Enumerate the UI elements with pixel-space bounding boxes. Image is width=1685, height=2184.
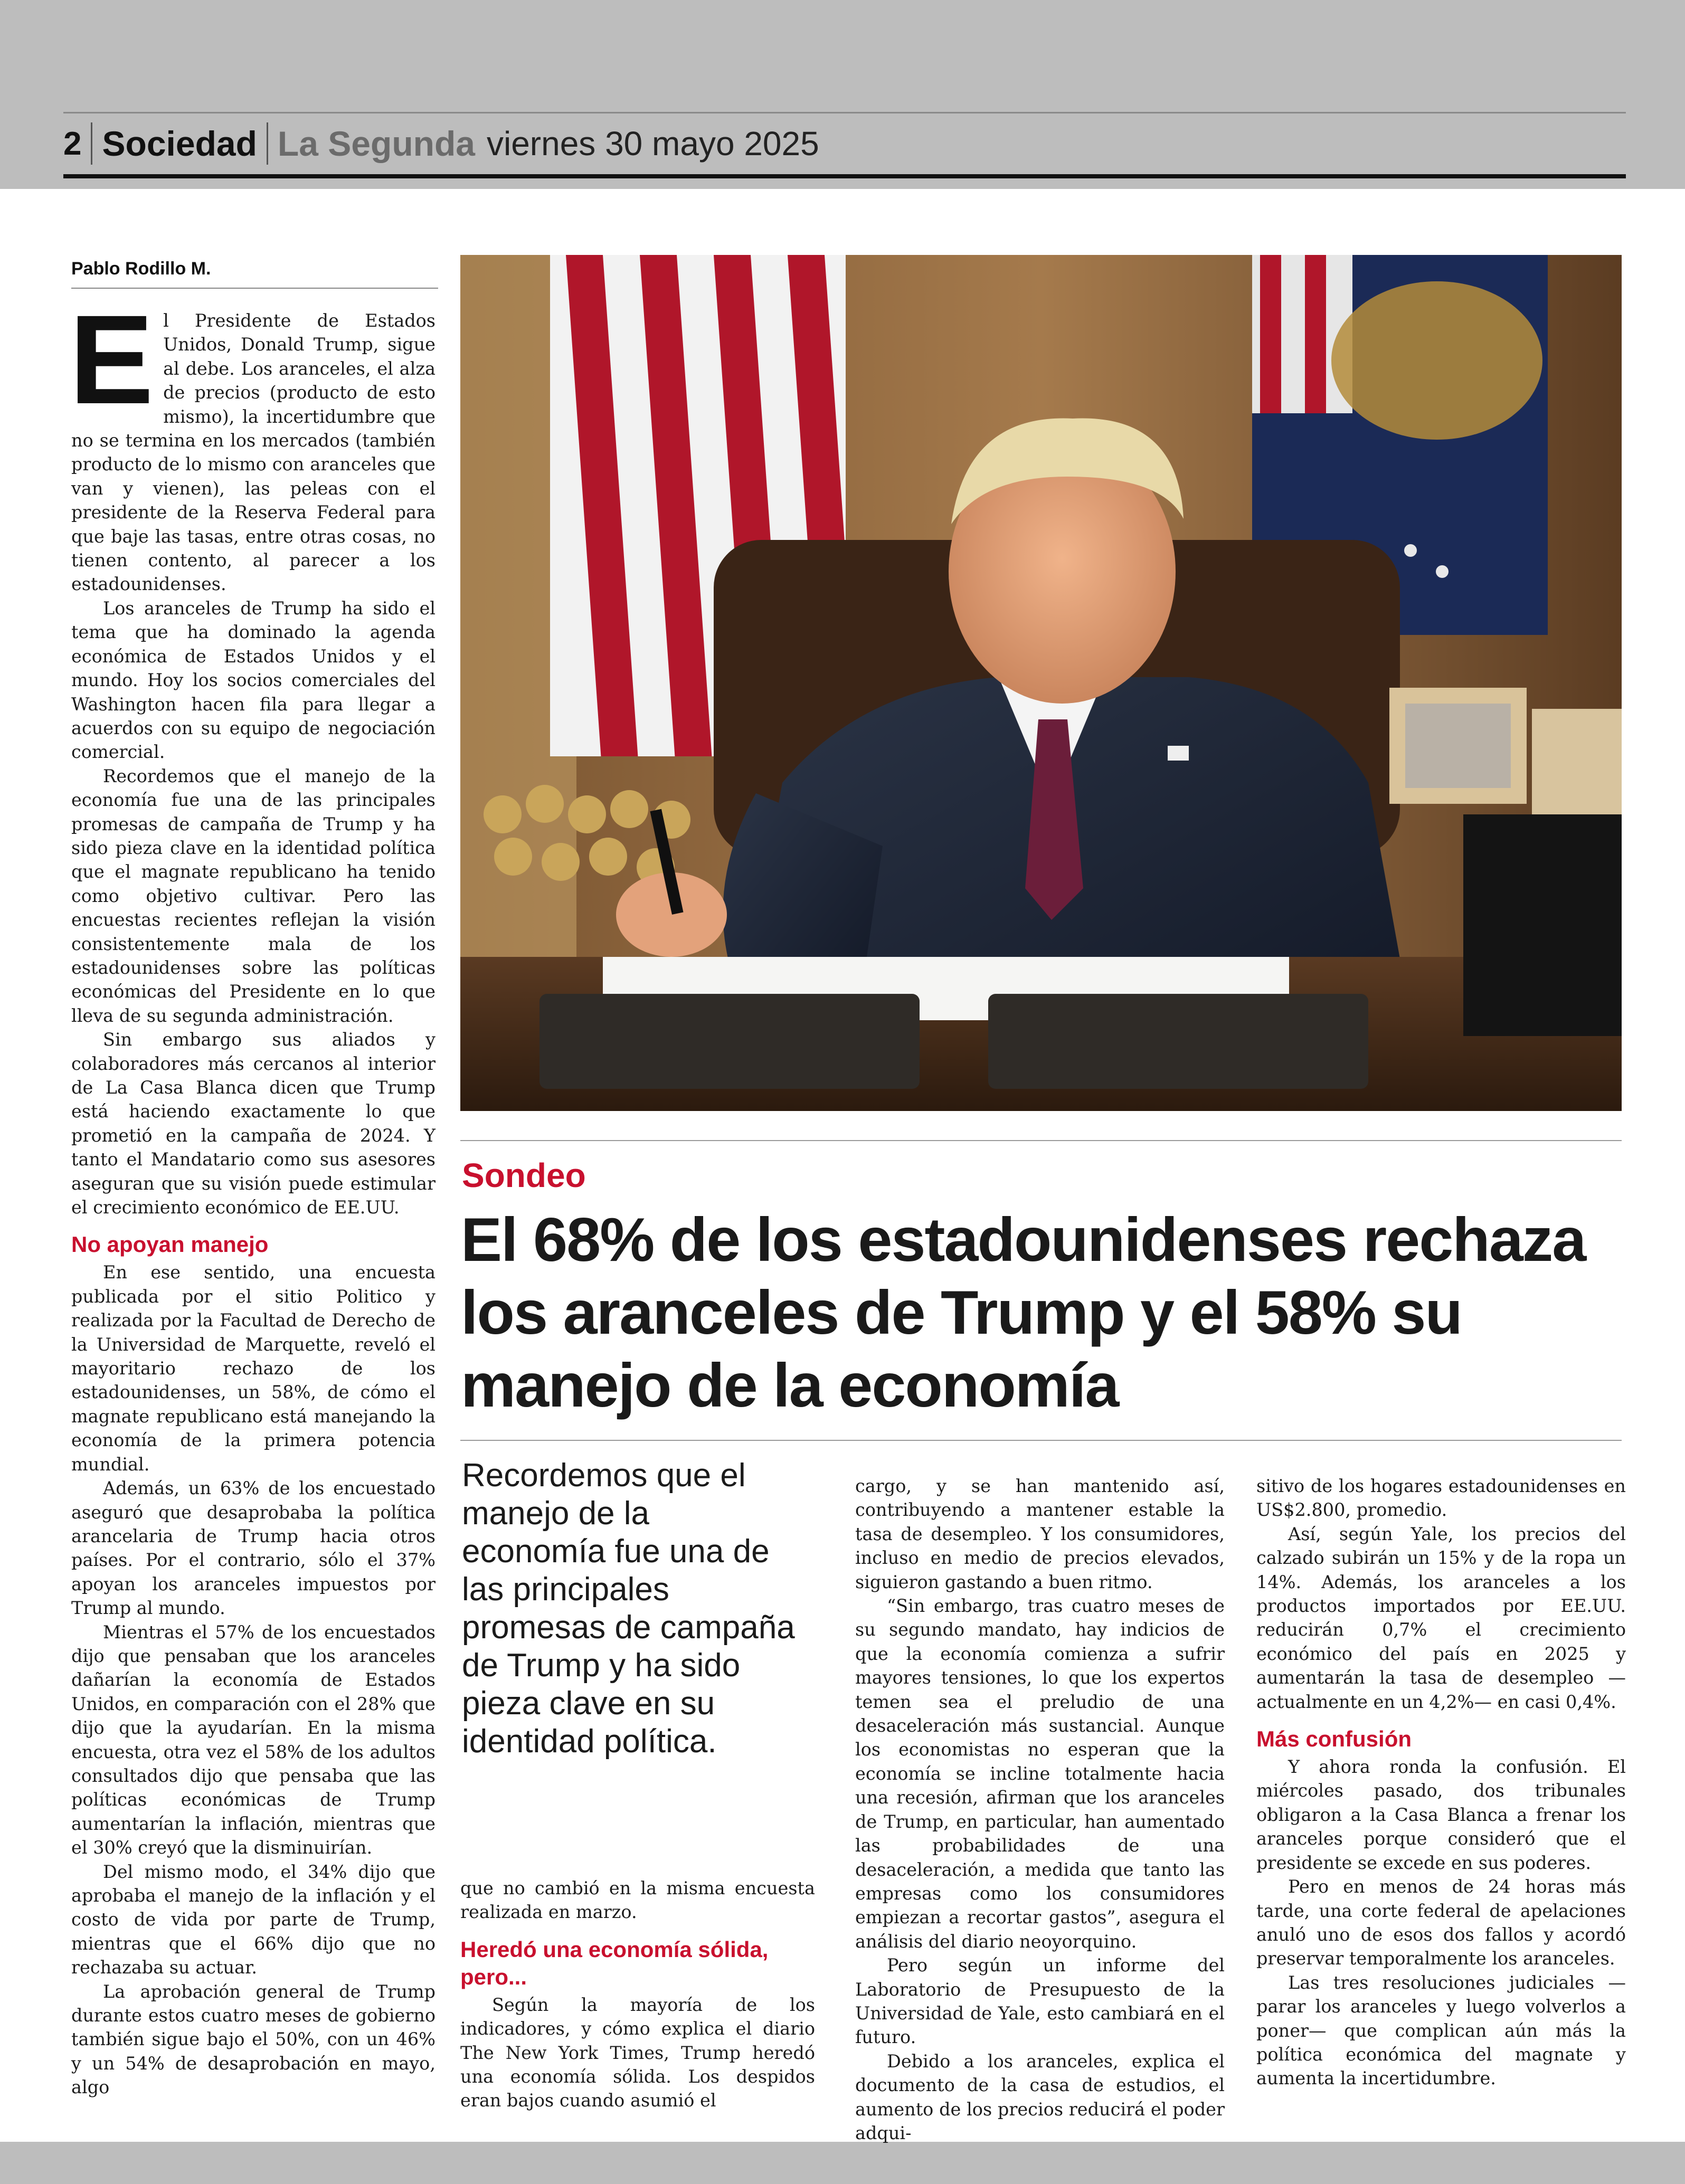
paragraph: Pero en menos de 24 horas más tarde, una corte federal de apelaciones anuló uno de esos dos fallos y acordó preservar temporalmente los aranceles. — [1256, 1876, 1626, 1969]
header-bottom-rule — [63, 174, 1626, 178]
photo-trump-oval-office — [460, 255, 1622, 1111]
drop-cap: E — [69, 289, 154, 430]
paragraph: Mientras el 57% de los encuestados dijo que pensaban que los aranceles dañarían la economía de Estados Unidos, en comparación con el 28% que dijo que la ayudarían. En la misma encuesta, otra vez el 58% de los adultos consultados dijo que pensaba que las políticas económicas de Trump aumentarían la inflación, mientras que el 30% creyó que la disminuirían. — [71, 1621, 436, 1858]
section-name: Sociedad — [102, 124, 257, 163]
paragraph: Recordemos que el manejo de la economía fue una de las principales promesas de campaña de Trump y ha sido pieza clave en la identidad política que el magnate republicano ha tenido como objetivo cultivar. Pero las encuestas recientes reflejan la visión consistentemente mala de los estadounidenses sobre las políticas económicas del Presidente en lo que lleva de su segunda administración. — [71, 765, 436, 1026]
kicker: Sondeo — [462, 1156, 586, 1194]
article-column-4 — [1256, 1474, 1626, 2091]
header-top-rule — [63, 112, 1626, 113]
paragraph: sitivo de los hogares estadounidenses en US$2.800, promedio. — [1256, 1476, 1626, 1521]
photo-illustration — [460, 255, 1622, 1111]
subheading-mas-confusion: Más confusión — [1256, 1726, 1412, 1752]
subheading-no-apoyan-manejo: No apoyan manejo — [71, 1232, 269, 1257]
paragraph: “Sin embargo, tras cuatro meses de su segundo mandato, hay indicios de que la economía comienza a sufrir mayores tensiones, lo que los expertos temen sea el preludio de una desaceleración más sustancial. Aunque los economistas no esperan que la economía se incline totalmente hacia una recesión, afirman que los aranceles de Trump, en particular, han aumentado las probabilidades de una desaceleración, a medida que tanto las empresas como los consumidores empiezan a recortar gastos”, asegura el análisis del diario neoyorquino. — [855, 1596, 1225, 1952]
page-header — [63, 112, 1626, 175]
paragraph: Pero según un informe del Laboratorio de Presupuesto de la Universidad de Yale, esto cambiará en el futuro. — [855, 1955, 1225, 2048]
paragraph: Y ahora ronda la confusión. El miércoles pasado, dos tribunales obligaron a la Casa Blanca a frenar los aranceles porque consideró que el presidente se excede en sus poderes. — [1256, 1756, 1626, 1873]
paragraph: Así, según Yale, los precios del calzado subirán un 15% y de la ropa un 14%. Además, los aranceles a los productos importados por EE.UU. reducirán 0,7% el crecimiento económico del país en 2025 y aumentarán la tasa de desempleo —actualmente en un 4,2%— en casi 0,4%. — [1256, 1523, 1626, 1712]
header-separator — [91, 122, 92, 165]
issue-date: viernes 30 mayo 2025 — [486, 125, 819, 163]
paragraph: Los aranceles de Trump ha sido el tema que ha dominado la agenda económica de Estados Unidos y el mundo. Hoy los socios comerciales del Washington hacen fila para llegar a acuerdos con su equipo de negociación comercial. — [71, 597, 436, 763]
subheading-heredo-economia: Heredó una economía sólida, pero... — [460, 1936, 769, 1989]
header-row — [63, 117, 819, 170]
rule-below-headline — [460, 1440, 1622, 1441]
page-number: 2 — [63, 125, 82, 162]
paragraph: l Presidente de Estados Unidos, Donald Trump, sigue al debe. Los aranceles, el alza de precios (producto de esto mismo), la incertidumbre que no se termina en los mercados (también producto de lo mismo con aranceles que van y vienen), las peleas con el presidente de la Reserva Federal para que baje las tasas, entre otras cosas, no tienen contento, al parecer a los estadounidenses. — [71, 310, 436, 595]
rule-above-kicker — [460, 1140, 1622, 1141]
paragraph: Las tres resoluciones judiciales —parar los aranceles y luego volverlos a poner— que complican aún más la política económica del magnate y aumenta la incertidumbre. — [1256, 1972, 1626, 2089]
paragraph: cargo, y se han mantenido así, contribuyendo a mantener estable la tasa de desempleo. Y los consumidores, incluso en medio de precios elevados, siguieron gastando a buen ritmo. — [855, 1476, 1225, 1592]
paragraph: Debido a los aranceles, explica el documento de la casa de estudios, el aumento de los precios reducirá el poder adqui- — [855, 2050, 1225, 2143]
paragraph: En ese sentido, una encuesta publicada por el sitio Politico y realizada por la Facultad de Derecho de la Universidad de Marquette, reveló el mayoritario rechazo de los estadounidenses, un 58%, de cómo el magnate republicano está manejando la economía de la primera potencia mundial. — [71, 1262, 436, 1475]
article-column-2 — [460, 1876, 815, 2113]
paragraph: Además, un 63% de los encuestado aseguró que desaprobaba la política arancelaria de Trump hacia otros países. Por el contrario, sólo el 37% apoyan los aranceles impuestos por Trump al mundo. — [71, 1478, 436, 1619]
paragraph: La aprobación general de Trump durante estos cuatro meses de gobierno también sigue bajo el 50%, con un 46% y un 54% de desaprobación en mayo, algo — [71, 1981, 436, 2098]
article-column-1 — [69, 289, 436, 2100]
newspaper-name: La Segunda — [277, 124, 475, 163]
pull-quote: Recordemos que el manejo de la economía fue una de las principales promesas de campaña de Trump y ha sido pieza clave en su identidad política. — [462, 1457, 795, 1760]
paragraph: Del mismo modo, el 34% dijo que aprobaba el manejo de la inflación y el costo de vida por parte de Trump, mientras que el 66% dijo que no rechazaba su actuar. — [71, 1861, 436, 1978]
byline: Pablo Rodillo M. — [71, 259, 211, 279]
bottom-band — [0, 2142, 1685, 2184]
article-column-3 — [855, 1474, 1225, 2145]
header-separator — [267, 122, 268, 165]
paragraph: Sin embargo sus aliados y colaboradores más cercanos al interior de La Casa Blanca dicen que Trump está haciendo exactamente lo que prometió en la campaña de 2024. Y tanto el Mandatario como sus asesores aseguran que su visión puede estimular el crecimiento económico de EE.UU. — [71, 1029, 436, 1218]
headline: El 68% de los estadounidenses rechaza los aranceles de Trump y el 58% su manejo de la economía — [461, 1205, 1586, 1420]
paragraph: Según la mayoría de los indicadores, y cómo explica el diario The New York Times, Trump heredó una economía sólida. Los despidos eran bajos cuando asumió el — [460, 1994, 815, 2111]
paragraph: que no cambió en la misma encuesta realizada en marzo. — [460, 1878, 815, 1923]
